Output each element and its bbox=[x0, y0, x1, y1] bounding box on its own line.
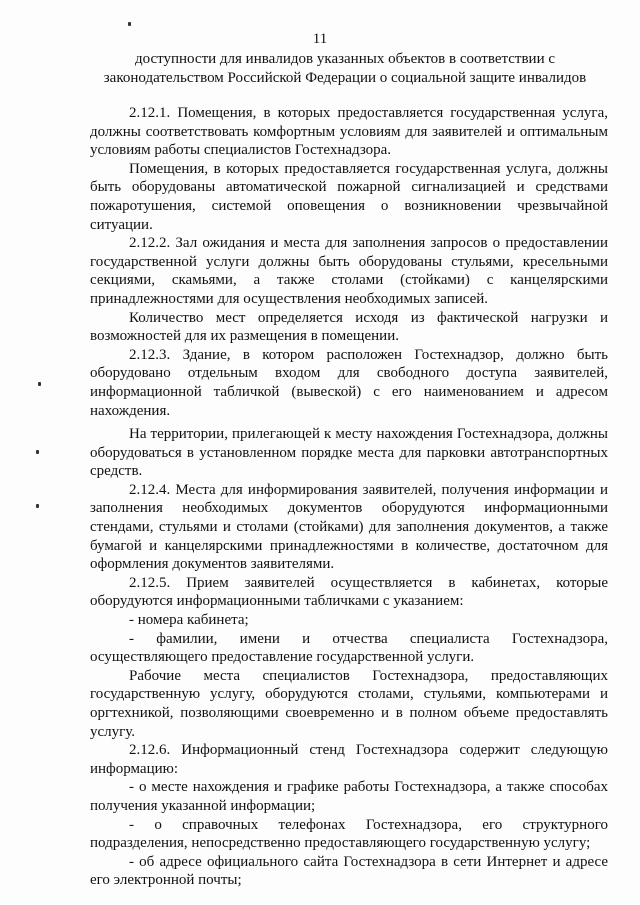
document-body bbox=[90, 104, 608, 890]
scan-speck bbox=[36, 450, 39, 454]
paragraph-parking: На территории, прилегающей к месту нахождения Гостехнадзора, должны оборудоваться в установленном порядке места для парковки автотранспортных средств. bbox=[90, 426, 608, 480]
list-item-phones: - о справочных телефонах Гостехнадзора, его структурного подразделения, непосредственно предоставляющего государственную услугу; bbox=[90, 816, 608, 852]
list-item-website-email: - об адресе официального сайта Гостехнадзора в сети Интернет и адресе его электронной почты; bbox=[90, 853, 608, 889]
heading-line-2: законодательством Российской Федерации о социальной защите инвалидов bbox=[103, 70, 587, 86]
paragraph-seat-count: Количество мест определяется исходя из фактической нагрузки и возможностей для их размещения в помещении. bbox=[90, 309, 608, 345]
scan-speck bbox=[38, 382, 41, 386]
paragraph-2-12-5: 2.12.5. Прием заявителей осуществляется в кабинетах, которые оборудуются информационными табличками с указанием: bbox=[90, 574, 608, 610]
paragraph-2-12-4: 2.12.4. Места для информирования заявителей, получения информации и заполнения необходимых документов оборудуются информационными стендами, стульями и столами (стойками) для заполнения документов, а также бумагой и канцелярскими принадлежностями в количестве, достаточном для оформления документов заявителями. bbox=[90, 481, 608, 573]
list-item-room-number: - номера кабинета; bbox=[129, 612, 249, 629]
list-item-specialist-name: - фамилии, имени и отчества специалиста Гостехнадзора, осуществляющего предоставление государственной услуги. bbox=[90, 630, 608, 666]
scan-speck bbox=[36, 504, 39, 508]
page-number: 11 bbox=[312, 31, 328, 47]
paragraph-workplaces: Рабочие места специалистов Гостехнадзора, предоставляющих государственную услугу, оборудуются столами, стульями, компьютерами и оргтехникой, позволяющими своевременно и в полном объеме предоставлять услугу. bbox=[90, 667, 608, 740]
paragraph-2-12-3: 2.12.3. Здание, в котором расположен Гостехнадзор, должно быть оборудовано отдельным входом для свободного доступа заявителей, информационной табличкой (вывеской) с его наименованием и адресом нахождения. bbox=[90, 346, 608, 419]
section-heading bbox=[80, 50, 610, 88]
list-item-location-schedule: - о месте нахождения и графике работы Гостехнадзора, а также способах получения указанной информации; bbox=[90, 779, 608, 814]
paragraph-2-12-1: 2.12.1. Помещения, в которых предоставляется государственная услуга, должны соответствовать комфортным условиям для заявителей и оптимальным условиям работы специалистов Гостехнадзора. bbox=[90, 105, 608, 159]
scan-speck bbox=[128, 22, 131, 26]
paragraph-2-12-2: 2.12.2. Зал ожидания и места для заполнения запросов о предоставлении государственной услуги должны быть оборудованы стульями, кресельными секциями, скамьями, а также столами (стойками) с канцелярскими принадлежностями для осуществления необходимых записей. bbox=[90, 235, 608, 307]
heading-line-1: доступности для инвалидов указанных объектов в соответствии с bbox=[134, 51, 556, 67]
paragraph-fire-safety: Помещения, в которых предоставляется государственная услуга, должны быть оборудованы автоматической пожарной сигнализацией и средствами пожаротушения, системой оповещения о возникновении чрезвычайной ситуации. bbox=[90, 160, 608, 233]
paragraph-2-12-6: 2.12.6. Информационный стенд Гостехнадзора содержит следующую информацию: bbox=[90, 742, 608, 777]
